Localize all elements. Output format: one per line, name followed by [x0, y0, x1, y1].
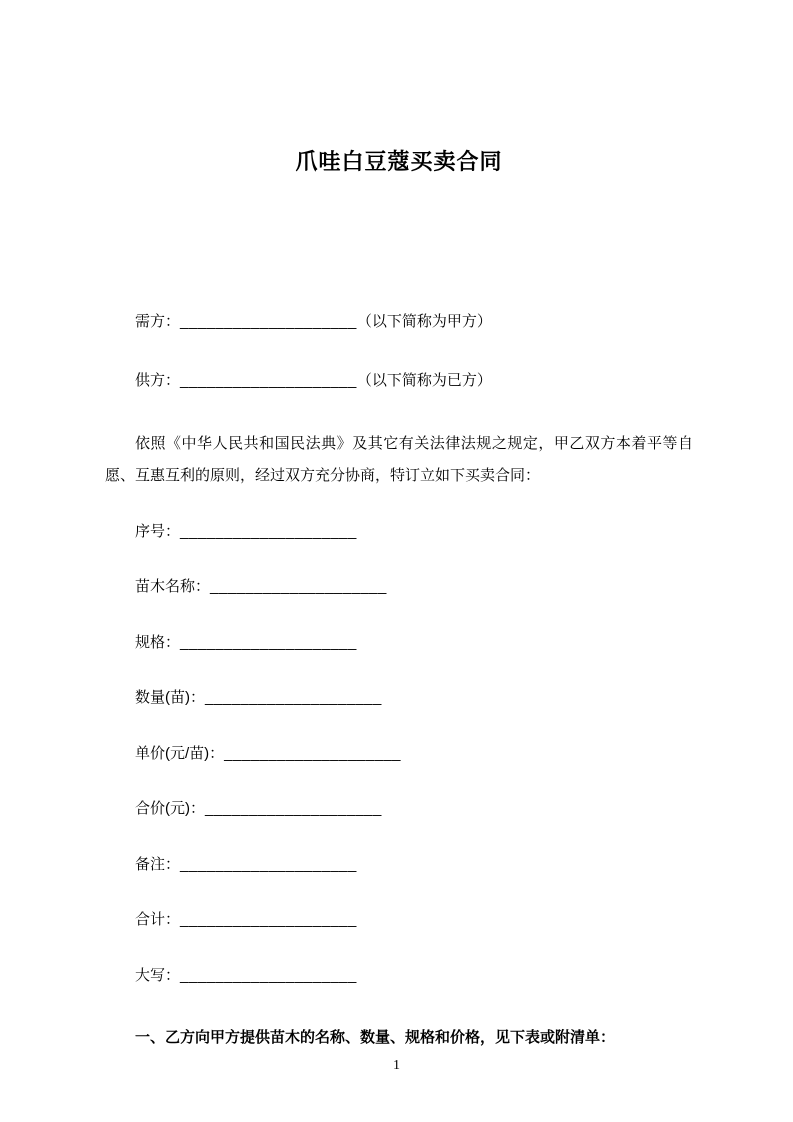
seller-suffix: （以下简称为已方） [356, 371, 492, 389]
intro-paragraph: 依照《中华人民共和国民法典》及其它有关法律法规之规定，甲乙双方本着平等自愿、互惠互利的原则，经过双方充分协商，特订立如下买卖合同： [105, 435, 693, 485]
seedling-name-label: 苗木名称： [135, 578, 211, 595]
total-price-blank-field[interactable]: ____________________ [205, 800, 382, 817]
page-number: 1 [393, 1058, 400, 1073]
sum-blank-field[interactable]: ____________________ [180, 911, 357, 928]
remark-blank-field[interactable]: ____________________ [180, 855, 357, 873]
seller-blank-field[interactable]: ____________________ [180, 371, 357, 389]
serial-blank-field[interactable]: ____________________ [180, 522, 357, 540]
buyer-blank-field[interactable]: ____________________ [180, 313, 357, 330]
unit-price-label: 单价(元/苗)： [135, 744, 225, 762]
field-line-quantity [105, 687, 693, 710]
fields-block [105, 521, 693, 988]
seedling-name-blank-field[interactable]: ____________________ [210, 578, 387, 595]
party-line-buyer [105, 311, 693, 334]
field-line-sum [105, 909, 693, 932]
field-line-unit-price [105, 743, 693, 766]
field-line-amount-in-words [105, 965, 693, 988]
spec-label: 规格： [135, 633, 181, 651]
clause-one: 一、乙方向甲方提供苗木的名称、数量、规格和价格，见下表或附清单： [135, 1029, 616, 1046]
buyer-suffix: （以下简称为甲方） [356, 313, 492, 330]
unit-price-blank-field[interactable]: ____________________ [224, 744, 402, 762]
field-line-remark [105, 854, 693, 877]
remark-label: 备注： [135, 855, 181, 873]
party-block [105, 311, 693, 392]
quantity-blank-field[interactable]: ____________________ [205, 689, 382, 706]
field-line-seedling-name [105, 576, 693, 599]
seller-label: 供方： [135, 371, 181, 389]
serial-label: 序号： [135, 522, 181, 540]
field-line-serial [105, 521, 693, 544]
total-price-label: 合价(元)： [135, 800, 205, 817]
quantity-label: 数量(苗)： [135, 689, 205, 706]
field-line-spec [105, 632, 693, 655]
amount-in-words-blank-field[interactable]: ____________________ [180, 966, 357, 984]
document-content [105, 0, 693, 1050]
amount-in-words-label: 大写： [135, 966, 181, 984]
spec-blank-field[interactable]: ____________________ [180, 633, 357, 651]
sum-label: 合计： [135, 911, 181, 928]
field-line-total-price [105, 798, 693, 821]
party-line-seller [105, 370, 693, 393]
buyer-label: 需方： [135, 313, 181, 330]
document-title: 爪哇白豆蔻买卖合同 [295, 149, 503, 174]
